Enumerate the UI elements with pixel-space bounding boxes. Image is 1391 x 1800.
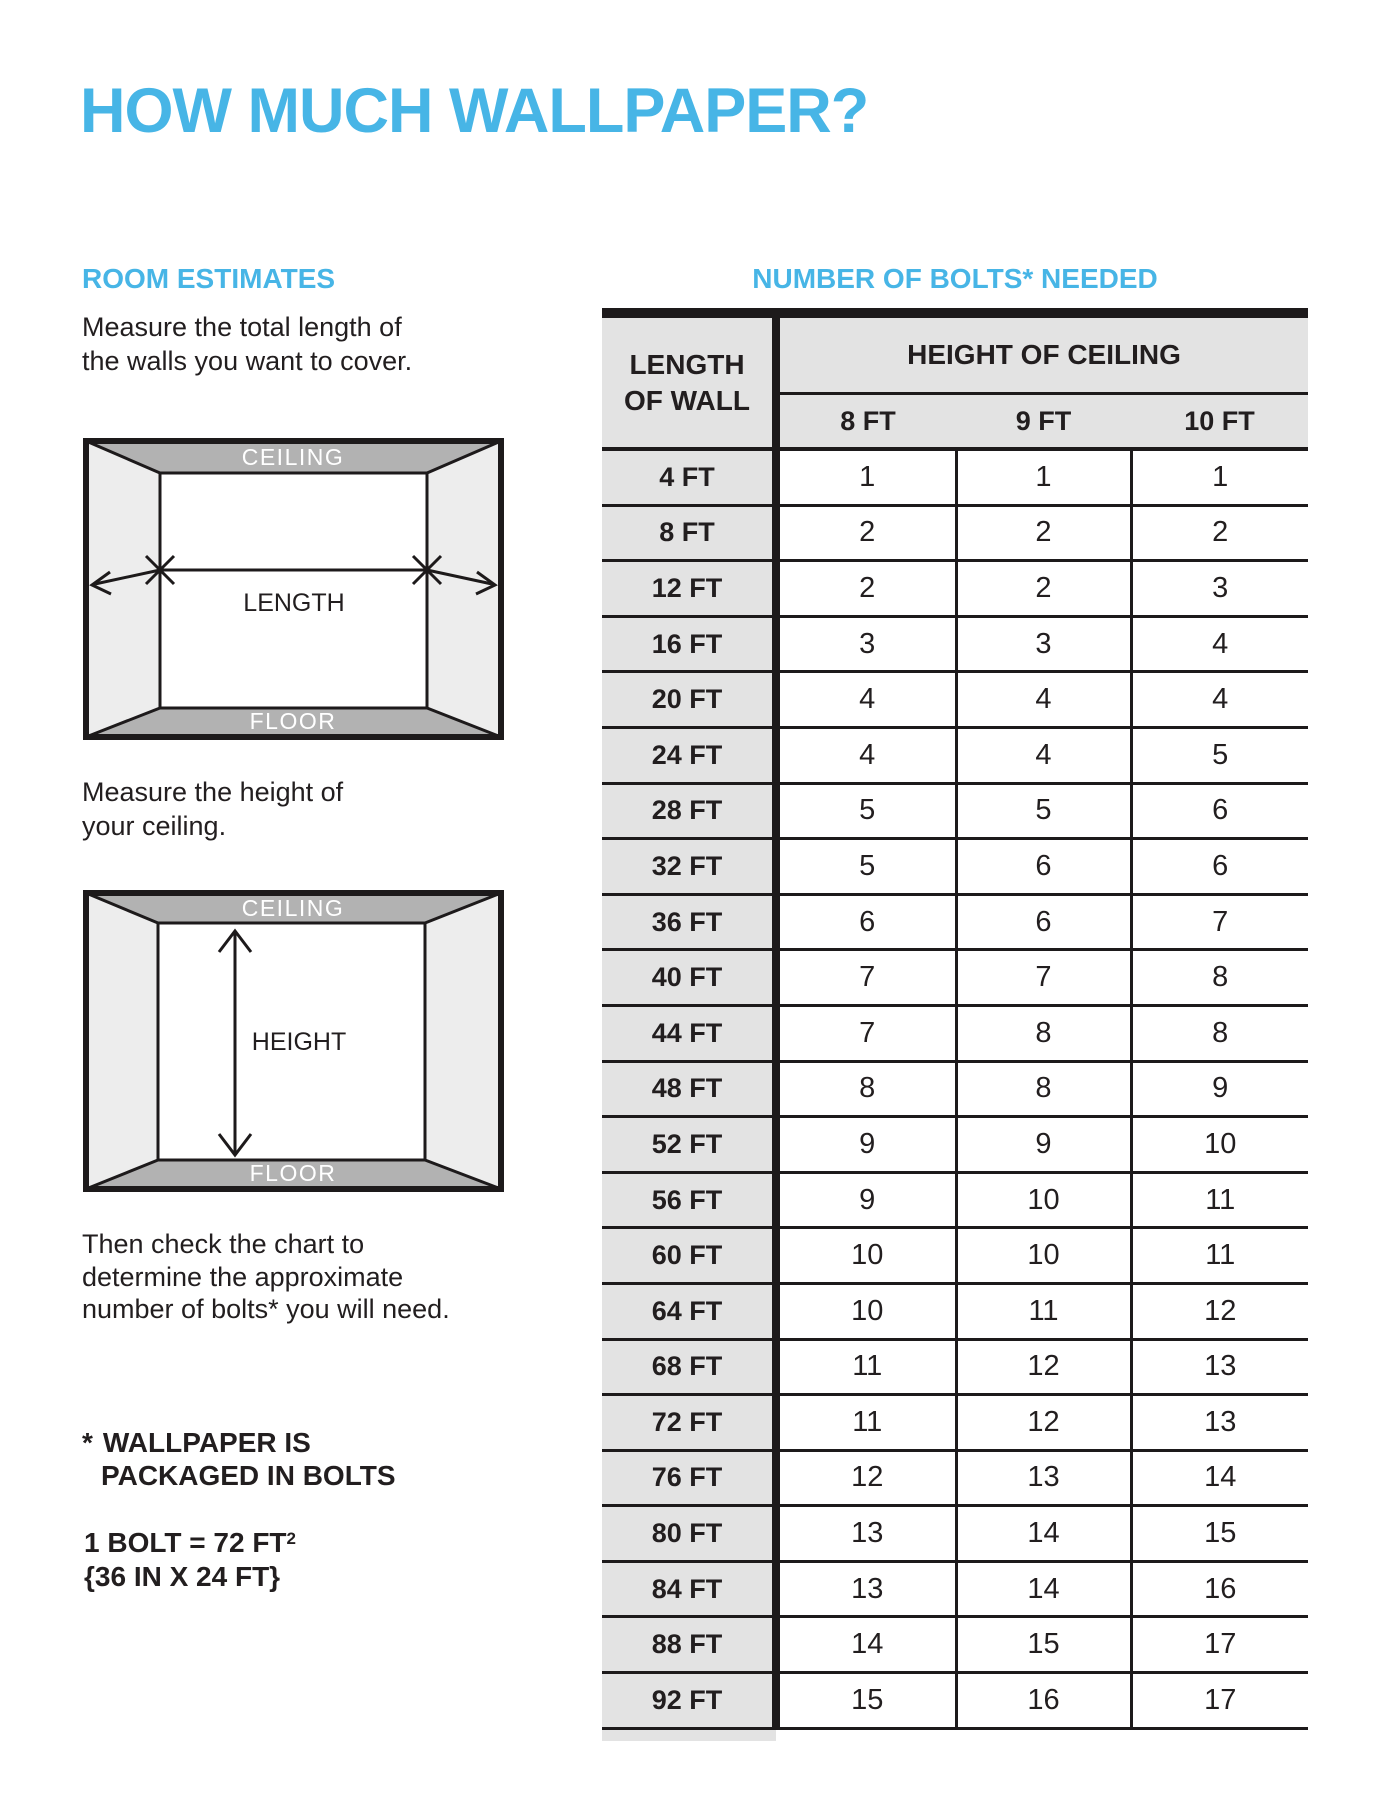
table-header-row: [602, 313, 1308, 394]
length-diagram: [83, 438, 504, 745]
table-cell: 7: [1131, 894, 1308, 950]
page-title: HOW MUCH WALLPAPER?: [80, 76, 869, 146]
floor-label: FLOOR: [249, 1160, 337, 1186]
table-cell: 7: [776, 950, 956, 1006]
bolts-table: [602, 308, 1308, 1730]
table-cell: 11: [1131, 1172, 1308, 1228]
table-cell: 8: [1131, 1005, 1308, 1061]
table-cell: 17: [1131, 1673, 1308, 1729]
table-cell: 5: [956, 783, 1131, 839]
table-cell: 4: [1131, 616, 1308, 672]
table-cell: 1: [1131, 449, 1308, 505]
paragraph-line: number of bolts* you will need.: [82, 1294, 450, 1324]
ceiling-label: CEILING: [241, 895, 345, 921]
table-cell: 12: [776, 1450, 956, 1506]
table-cell: 5: [776, 839, 956, 895]
bolt-size-info: [84, 1522, 296, 1594]
paragraph-line: determine the approximate: [82, 1261, 404, 1292]
table-row: 16 FT 3 3 4: [602, 616, 1308, 672]
table-cell: 11: [776, 1339, 956, 1395]
table-cell: 15: [1131, 1506, 1308, 1562]
table-row: 48 FT 8 8 9: [602, 1061, 1308, 1117]
table-row: 40 FT 7 7 8: [602, 950, 1308, 1006]
asterisk: *: [82, 1427, 93, 1458]
table-cell: 2: [1131, 505, 1308, 561]
table-cell: 9: [1131, 1061, 1308, 1117]
table-cell: 8: [956, 1005, 1131, 1061]
superscript-2: 2: [286, 1529, 296, 1548]
table-cell: 2: [776, 505, 956, 561]
table-cell: 11: [956, 1283, 1131, 1339]
table-cell: 6: [776, 894, 956, 950]
table-cell: 6: [956, 839, 1131, 895]
table-cell: 15: [776, 1673, 956, 1729]
table-cell: 13: [1131, 1395, 1308, 1451]
table-cell: 7: [956, 950, 1131, 1006]
footnote-line: * WALLPAPER IS: [82, 1427, 311, 1458]
table-cell: 13: [776, 1506, 956, 1562]
table-cell: 1: [776, 449, 956, 505]
table-row: 84 FT 13 14 16: [602, 1561, 1308, 1617]
table-row: 68 FT 11 12 13: [602, 1339, 1308, 1395]
paragraph-line: Measure the total length of: [82, 312, 402, 342]
table-cell: 12: [956, 1339, 1131, 1395]
table-cell: 14: [1131, 1450, 1308, 1506]
table-row: 76 FT 12 13 14: [602, 1450, 1308, 1506]
table-cell: 15: [956, 1617, 1131, 1673]
table-cell: 4: [956, 727, 1131, 783]
measure-height-paragraph: [82, 775, 343, 843]
table-row: 24 FT 4 4 5: [602, 727, 1308, 783]
table-cell: 3: [956, 616, 1131, 672]
table-row: 80 FT 13 14 15: [602, 1506, 1308, 1562]
paragraph-line: your ceiling.: [82, 811, 227, 841]
table-footer-stub: [602, 1730, 776, 1741]
table-row: 44 FT 7 8 8: [602, 1005, 1308, 1061]
table-row: 72 FT 11 12 13: [602, 1395, 1308, 1451]
wallpaper-bolts-footnote: [82, 1426, 396, 1492]
table-row: 64 FT 10 11 12: [602, 1283, 1308, 1339]
col-header-9ft: 9 FT: [956, 394, 1131, 450]
room-perspective-length-illustration: [83, 438, 504, 740]
table-row: 32 FT 5 6 6: [602, 839, 1308, 895]
table-row: 52 FT 9 9 10: [602, 1117, 1308, 1173]
bolt-equation: 1 BOLT = 72 $FT^2$: [84, 1527, 296, 1558]
length-label: LENGTH: [243, 589, 345, 617]
paragraph-line: Then check the chart to: [82, 1229, 365, 1259]
paragraph-line: the walls you want to cover.: [82, 346, 413, 376]
table-row: 28 FT 5 5 6: [602, 783, 1308, 839]
table-cell: 4: [776, 672, 956, 728]
table-cell: 3: [776, 616, 956, 672]
height-label: HEIGHT: [251, 1028, 347, 1056]
table-cell: 10: [956, 1172, 1131, 1228]
table-cell: 2: [776, 561, 956, 617]
table-cell: 6: [1131, 783, 1308, 839]
height-of-ceiling-header: HEIGHT OF CEILING: [776, 313, 1308, 394]
table-cell: 4: [956, 672, 1131, 728]
table-cell: 11: [776, 1395, 956, 1451]
table-cell: 14: [776, 1617, 956, 1673]
table-cell: 10: [1131, 1117, 1308, 1173]
table-row: 4 FT 1 1 1: [602, 449, 1308, 505]
floor-label: FLOOR: [249, 708, 337, 734]
table-cell: 1: [956, 449, 1131, 505]
table-cell: 6: [1131, 839, 1308, 895]
footnote-line: PACKAGED IN BOLTS: [101, 1460, 396, 1491]
table-cell: 13: [776, 1561, 956, 1617]
table-cell: 10: [956, 1228, 1131, 1284]
table-row: 12 FT 2 2 3: [602, 561, 1308, 617]
table-cell: 13: [1131, 1339, 1308, 1395]
check-chart-paragraph: [82, 1228, 450, 1326]
table-cell: 4: [776, 727, 956, 783]
table-cell: 12: [956, 1395, 1131, 1451]
table-cell: 10: [776, 1228, 956, 1284]
table-cell: 9: [776, 1172, 956, 1228]
room-estimates-heading: ROOM ESTIMATES: [82, 263, 336, 294]
room-perspective-height-illustration: [83, 890, 504, 1192]
table-cell: 16: [1131, 1561, 1308, 1617]
table-cell: 4: [1131, 672, 1308, 728]
table-cell: 3: [1131, 561, 1308, 617]
length-of-wall-header: LENGTH OF WALL: [602, 313, 776, 449]
col-header-8ft: 8 FT: [776, 394, 956, 450]
table-cell: 11: [1131, 1228, 1308, 1284]
table-cell: 8: [956, 1061, 1131, 1117]
paragraph-line: Measure the height of: [82, 777, 344, 807]
table-cell: 5: [776, 783, 956, 839]
table-cell: 14: [956, 1506, 1131, 1562]
table-cell: 7: [776, 1005, 956, 1061]
height-diagram: [83, 890, 504, 1197]
table-row: 8 FT 2 2 2: [602, 505, 1308, 561]
table-row: 20 FT 4 4 4: [602, 672, 1308, 728]
ceiling-label: CEILING: [241, 444, 345, 470]
table-cell: 6: [956, 894, 1131, 950]
table-row: 92 FT 15 16 17: [602, 1673, 1308, 1729]
table-row: 56 FT 9 10 11: [602, 1172, 1308, 1228]
table-cell: 14: [956, 1561, 1131, 1617]
table-cell: 12: [1131, 1283, 1308, 1339]
table-cell: 16: [956, 1673, 1131, 1729]
col-header-10ft: 10 FT: [1131, 394, 1308, 450]
right-wall-surface: [425, 893, 501, 1189]
table-cell: 2: [956, 505, 1131, 561]
table-row: 88 FT 14 15 17: [602, 1617, 1308, 1673]
table-cell: 17: [1131, 1617, 1308, 1673]
bolts-needed-heading: NUMBER OF BOLTS* NEEDED: [752, 263, 1158, 294]
table-cell: 8: [776, 1061, 956, 1117]
table-cell: 13: [956, 1450, 1131, 1506]
table-cell: 9: [776, 1117, 956, 1173]
measure-length-paragraph: [82, 310, 412, 378]
table-cell: 10: [776, 1283, 956, 1339]
table-cell: 5: [1131, 727, 1308, 783]
table-cell: 2: [956, 561, 1131, 617]
table-row: 36 FT 6 6 7: [602, 894, 1308, 950]
table-cell: 9: [956, 1117, 1131, 1173]
table-cell: 8: [1131, 950, 1308, 1006]
bolt-dimensions: {36 IN X 24 FT}: [84, 1561, 281, 1592]
left-wall-surface: [86, 893, 158, 1189]
bolts-table-container: [602, 308, 1314, 1741]
table-row: 60 FT 10 10 11: [602, 1228, 1308, 1284]
